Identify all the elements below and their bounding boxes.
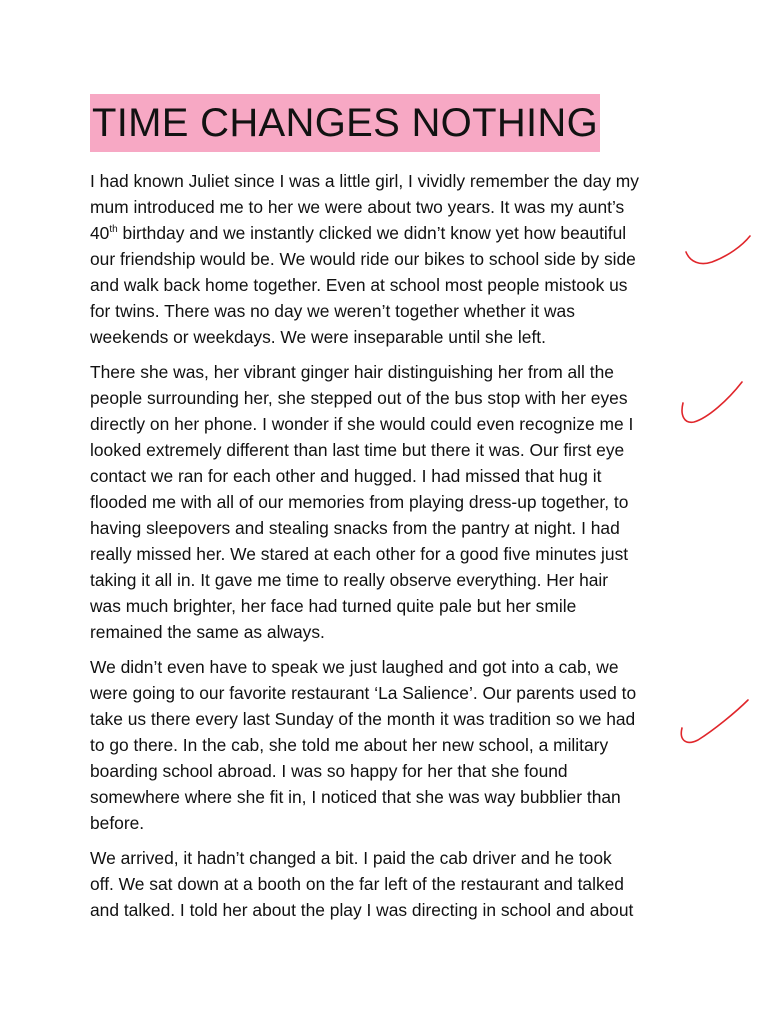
text-line: boarding school abroad. I was so happy for her that she found [90, 761, 568, 781]
text-line: looked extremely different than last time but there it was. Our first eye [90, 440, 625, 460]
text-line: taking it all in. It gave me time to really observe everything. Her hair [90, 570, 609, 590]
text-line: for twins. There was no day we weren’t together whether it was [90, 301, 575, 321]
text-line: having sleepovers and stealing snacks from the pantry at night. I had [90, 518, 620, 538]
paragraph-2 [90, 359, 690, 645]
text-line: I had known Juliet since I was a little girl, I vividly remember the day my [90, 171, 639, 191]
checkmark-icon [686, 236, 750, 264]
text-line: really missed her. We stared at each other for a good five minutes just [90, 544, 629, 564]
text-line: flooded me with all of our memories from playing dress-up together, to [90, 492, 629, 512]
text-line: contact we ran for each other and hugged. I had missed that hug it [90, 466, 602, 486]
paragraph-3 [90, 654, 690, 836]
text-line: We didn’t even have to speak we just laughed and got into a cab, we [90, 657, 619, 677]
ordinal-rest: birthday and we instantly clicked we didn’t know yet how beautiful [117, 223, 627, 243]
checkmark-icon [682, 382, 742, 422]
text-line: to go there. In the cab, she told me about her new school, a military [90, 735, 609, 755]
ordinal-suffix: th [109, 224, 118, 235]
text-line: take us there every last Sunday of the month it was tradition so we had [90, 709, 636, 729]
text-line: There she was, her vibrant ginger hair distinguishing her from all the [90, 362, 614, 382]
text-line: before. [90, 813, 145, 833]
text-line: mum introduced me to her we were about two years. It was my aunt’s [90, 197, 625, 217]
text-line: and walk back home together. Even at school most people mistook us [90, 275, 628, 295]
paragraph-1 [90, 168, 690, 350]
page-title: TIME CHANGES NOTHING [90, 94, 600, 152]
text-line: We arrived, it hadn’t changed a bit. I paid the cab driver and he took [90, 848, 612, 868]
body-text [90, 168, 690, 932]
ordinal-number: 40 [90, 223, 110, 243]
text-line: remained the same as always. [90, 622, 325, 642]
text-line: somewhere where she fit in, I noticed that she was way bubblier than [90, 787, 621, 807]
text-line: people surrounding her, she stepped out of the bus stop with her eyes [90, 388, 628, 408]
text-line: was much brighter, her face had turned quite pale but her smile [90, 596, 577, 616]
text-line: directly on her phone. I wonder if she would could even recognize me I [90, 414, 634, 434]
paragraph-4 [90, 845, 690, 923]
text-line-ordinal [90, 220, 690, 246]
text-line: weekends or weekdays. We were inseparable until she left. [90, 327, 546, 347]
text-line: and talked. I told her about the play I was directing in school and about [90, 900, 634, 920]
checkmark-icon [681, 700, 748, 742]
text-line: were going to our favorite restaurant ‘La Salience’. Our parents used to [90, 683, 637, 703]
text-line: our friendship would be. We would ride our bikes to school side by side [90, 249, 636, 269]
text-line: off. We sat down at a booth on the far left of the restaurant and talked [90, 874, 624, 894]
